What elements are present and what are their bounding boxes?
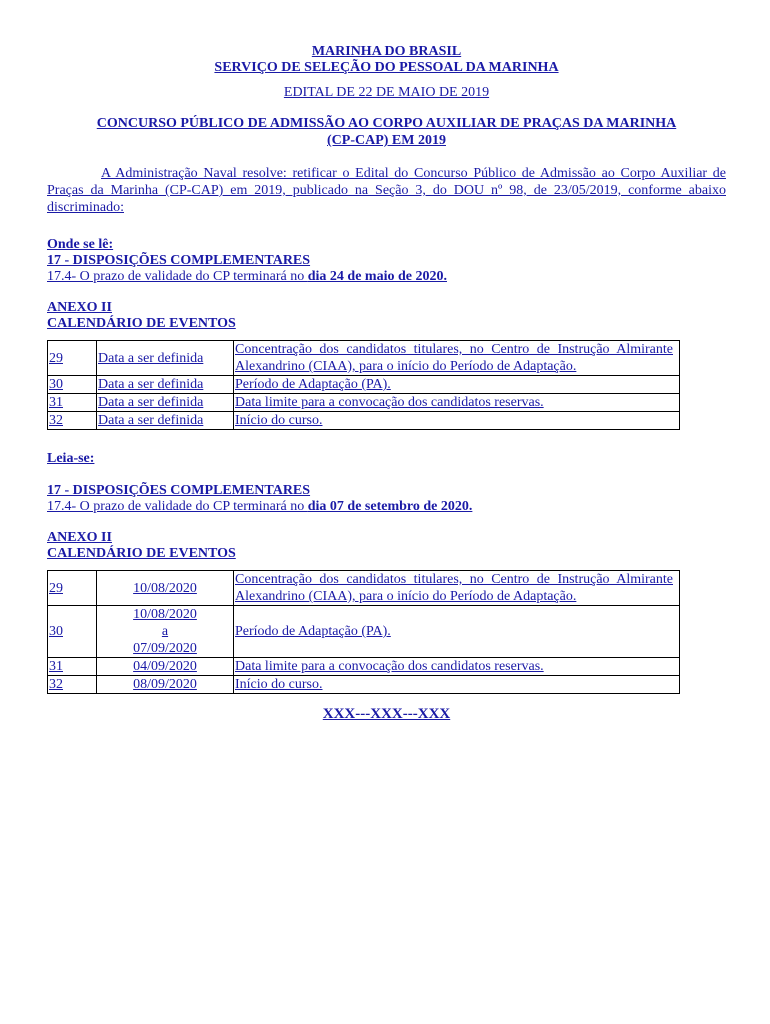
row-number: 31 xyxy=(48,658,97,676)
table-row xyxy=(48,571,680,606)
onde-label: Onde se lê: xyxy=(47,237,114,252)
table-row xyxy=(48,676,680,694)
row-date: 10/08/2020 xyxy=(97,571,234,606)
table-row xyxy=(48,394,680,412)
title-line-2: (CP-CAP) EM 2019 xyxy=(327,133,446,148)
leia-annex: ANEXO II xyxy=(47,530,112,545)
onde-section xyxy=(47,237,726,430)
row-number: 32 xyxy=(48,412,97,430)
row-event: Período de Adaptação (PA). xyxy=(234,606,680,658)
row-date: 08/09/2020 xyxy=(97,676,234,694)
intro-paragraph: A Administração Naval resolve: retificar o Edital do Concurso Público de Admissão ao Corpo Auxiliar de Praças da Marinha (CP-CAP) em 2019, publicado na Seção 3, do DOU nº 98, de 23/05/2019, conforme abaixo discriminado: xyxy=(47,166,726,215)
row-date: 04/09/2020 xyxy=(97,658,234,676)
service-name: SERVIÇO DE SELEÇÃO DO PESSOAL DA MARINHA xyxy=(214,60,559,75)
row-date: Data a ser definida xyxy=(97,394,234,412)
onde-item xyxy=(47,269,726,285)
document-end-marker: XXX---XXX---XXX xyxy=(322,706,451,722)
document-page xyxy=(47,44,726,723)
table-row xyxy=(48,376,680,394)
row-number: 32 xyxy=(48,676,97,694)
leia-section-title: 17 - DISPOSIÇÕES COMPLEMENTARES xyxy=(47,483,311,498)
leia-item-text: 17.4- O prazo de validade do CP terminará no xyxy=(47,499,308,514)
leia-calendar-title: CALENDÁRIO DE EVENTOS xyxy=(47,546,236,561)
onde-section-title: 17 - DISPOSIÇÕES COMPLEMENTARES xyxy=(47,253,311,268)
onde-annex: ANEXO II xyxy=(47,300,112,315)
org-name: MARINHA DO BRASIL xyxy=(311,44,462,59)
row-event: Concentração dos candidatos titulares, no Centro de Instrução Almirante Alexandrino (CIAA), para o início do Período de Adaptação. xyxy=(234,571,680,606)
row-event: Início do curso. xyxy=(234,676,680,694)
leia-item xyxy=(47,499,726,515)
row-event: Período de Adaptação (PA). xyxy=(234,376,680,394)
row-date-sep: a xyxy=(161,624,169,639)
row-number: 29 xyxy=(48,341,97,376)
onde-item-text: 17.4- O prazo de validade do CP terminará no xyxy=(47,269,308,284)
row-event: Início do curso. xyxy=(234,412,680,430)
leia-item-bold: dia 07 de setembro de 2020. xyxy=(307,499,473,514)
title-line-1: CONCURSO PÚBLICO DE ADMISSÃO AO CORPO AUXILIAR DE PRAÇAS DA MARINHA xyxy=(96,116,677,131)
onde-calendar-table xyxy=(47,340,680,430)
row-event: Concentração dos candidatos titulares, no Centro de Instrução Almirante Alexandrino (CIAA), para o início do Período de Adaptação. xyxy=(234,341,680,376)
edital-date: EDITAL DE 22 DE MAIO DE 2019 xyxy=(283,85,490,100)
leia-section xyxy=(47,451,726,694)
table-row xyxy=(48,606,680,658)
row-number: 29 xyxy=(48,571,97,606)
row-number: 30 xyxy=(48,376,97,394)
row-event: Data limite para a convocação dos candidatos reservas. xyxy=(234,394,680,412)
row-date: Data a ser definida xyxy=(97,376,234,394)
table-row xyxy=(48,658,680,676)
row-date xyxy=(97,606,234,658)
row-date-end: 07/09/2020 xyxy=(133,641,197,656)
onde-item-bold: dia 24 de maio de 2020. xyxy=(307,269,447,284)
row-date: Data a ser definida xyxy=(97,412,234,430)
onde-calendar-title: CALENDÁRIO DE EVENTOS xyxy=(47,316,236,331)
row-number: 30 xyxy=(48,606,97,658)
row-date-start: 10/08/2020 xyxy=(133,607,197,622)
leia-label: Leia-se: xyxy=(47,451,95,466)
leia-calendar-table xyxy=(47,570,680,694)
table-row xyxy=(48,341,680,376)
row-date: Data a ser definida xyxy=(97,341,234,376)
document-title xyxy=(47,115,726,149)
table-row xyxy=(48,412,680,430)
row-number: 31 xyxy=(48,394,97,412)
row-event: Data limite para a convocação dos candidatos reservas. xyxy=(234,658,680,676)
